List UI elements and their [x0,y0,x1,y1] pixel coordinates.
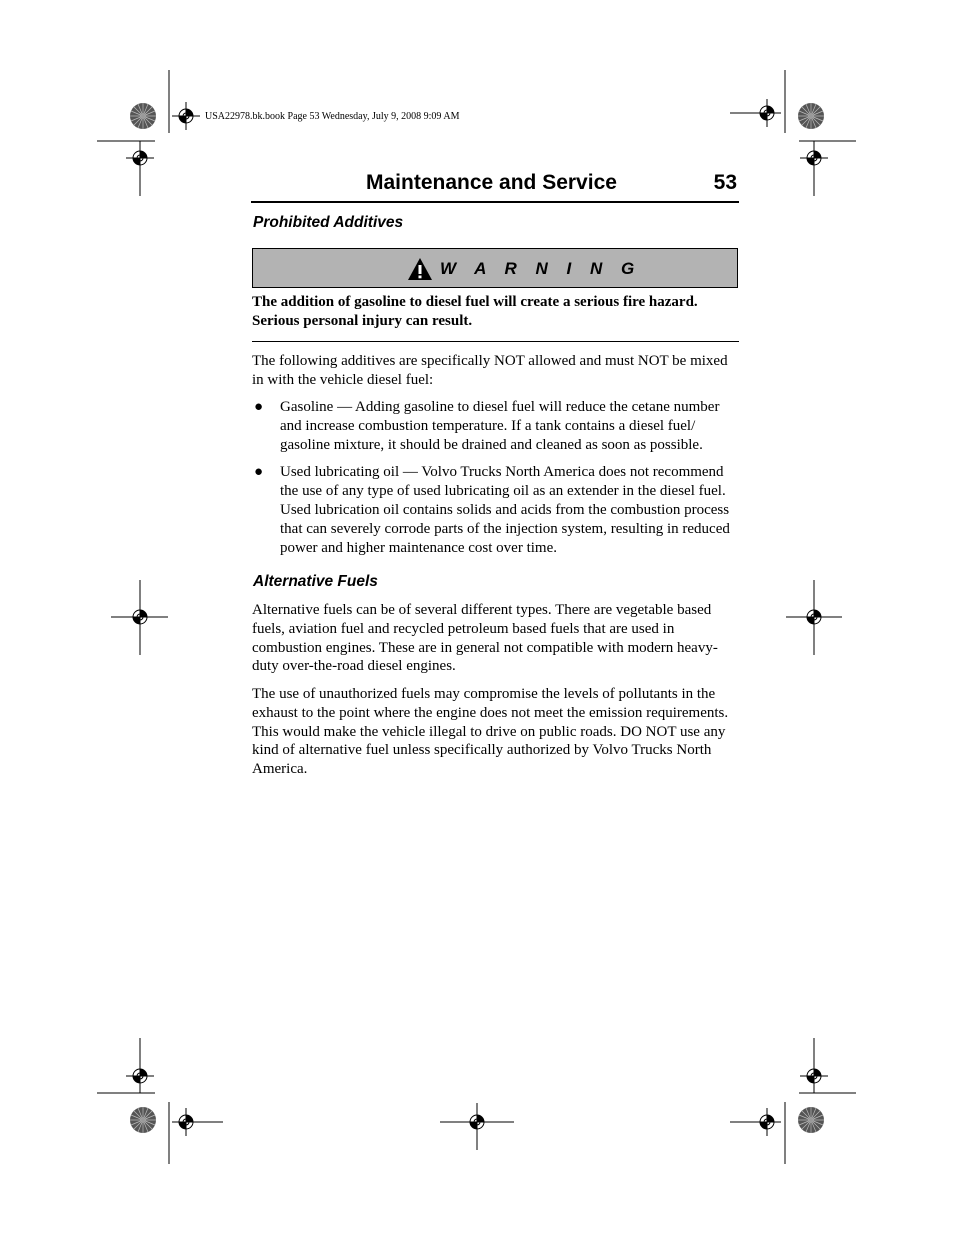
registration-mark-icon [126,144,154,172]
registration-mark-icon [463,1108,491,1136]
warning-banner [252,248,738,288]
section-heading-prohibited-additives: Prohibited Additives [253,214,404,231]
color-wheel-icon [130,103,156,129]
registration-mark-icon [126,1062,154,1090]
registration-mark-icon [800,603,828,631]
list-item [252,463,740,557]
color-wheel-icon [798,103,824,129]
registration-mark-icon [800,1062,828,1090]
registration-mark-icon [172,102,200,130]
section-heading-alternative-fuels: Alternative Fuels [253,573,378,590]
print-slug: USA22978.bk.book Page 53 Wednesday, July 9, 2008 9:09 AM [205,111,460,122]
warning-triangle-icon [407,257,433,281]
registration-mark-icon [800,144,828,172]
bullet-icon: ● [254,464,264,481]
list-item-text: Gasoline — Adding gasoline to diesel fuel will reduce the cetane number and increase combustion temperature. If a tank contains a diesel fuel/ gasoline mixture, it should be drained and cleaned as soon as possible. [280,399,720,453]
page-number: 53 [713,171,737,194]
color-wheel-icon [798,1107,824,1133]
page-header [251,171,739,203]
additives-list [252,398,740,566]
bullet-icon: ● [254,399,264,415]
warning-label: W A R N I N G [440,259,642,278]
list-item-text: Used lubricating oil — Volvo Trucks North America does not recommend the use of any type of used lubricating oil as an extender in the diesel fuel. Used lubrication oil contains solids and acids from the combustion process that can severely corrode parts of the injection system, resulting in reduced power and higher maintenance cost over time. [280,464,730,556]
divider [252,341,739,342]
color-wheel-icon [130,1107,156,1133]
intro-paragraph: The following additives are specifically NOT allowed and must NOT be mixed in with the vehicle diesel fuel: [252,353,728,388]
registration-mark-icon [126,603,154,631]
paragraph: Alternative fuels can be of several different types. There are vegetable based fuels, aviation fuel and recycled petroleum based fuels that are used in combustion engines. These are in general not compatible with modern heavy-duty over-the-road diesel engines. [252,602,718,675]
chapter-title: Maintenance and Service [366,171,617,194]
list-item [252,398,740,454]
paragraph: The use of unauthorized fuels may compromise the levels of pollutants in the exhaust to the point where the engine does not meet the emission requirements. This would make the vehicle illegal to drive on public roads. DO NOT use any kind of alternative fuel unless specifically authorized by Volvo Trucks North America. [252,686,729,778]
warning-text: The addition of gasoline to diesel fuel will create a serious fire hazard. Serious personal injury can result. [252,294,698,329]
